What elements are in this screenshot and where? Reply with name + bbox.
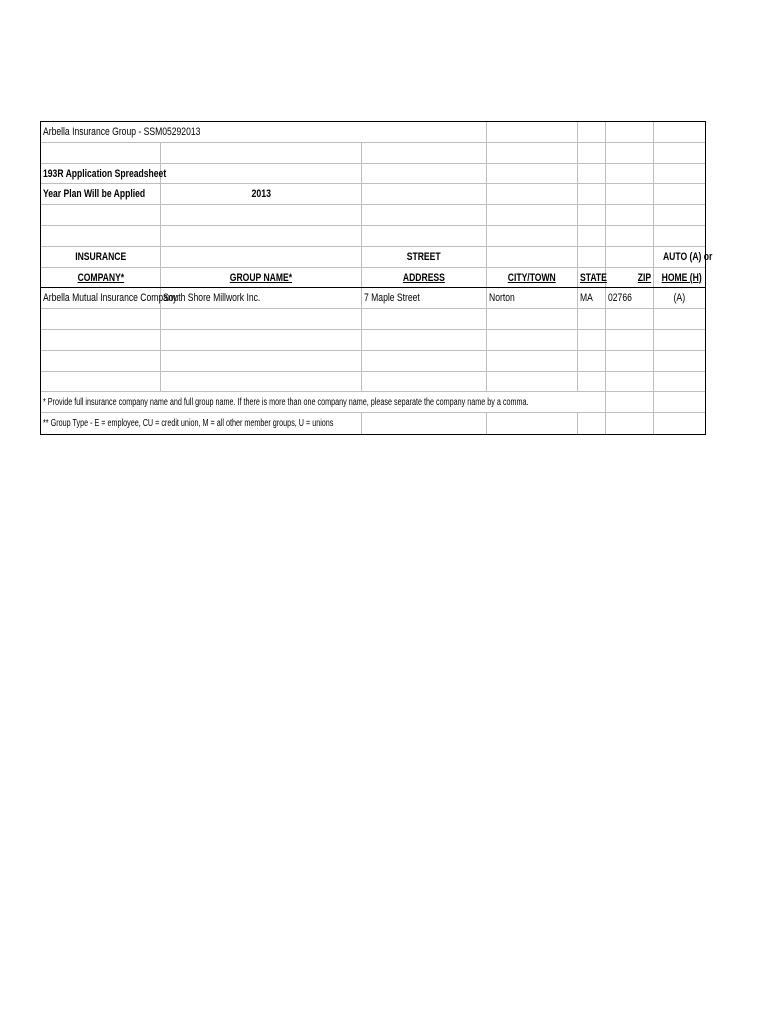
cell[interactable] <box>41 268 161 288</box>
header-group-name: GROUP NAME* <box>229 271 293 284</box>
sheet-row <box>41 164 705 185</box>
sheet-row <box>41 184 705 205</box>
footnote-group-type: ** Group Type - E = employee, CU = credit union, M = all other member groups, U = unions <box>43 418 334 430</box>
cell[interactable] <box>578 164 606 184</box>
cell[interactable] <box>606 247 654 267</box>
cell[interactable] <box>41 392 578 412</box>
cell[interactable] <box>654 184 705 204</box>
cell[interactable] <box>41 164 167 184</box>
cell[interactable] <box>487 164 578 184</box>
header-auto-top: AUTO (A) or <box>662 250 713 263</box>
cell[interactable] <box>654 226 705 246</box>
table-row <box>41 288 705 309</box>
cell[interactable] <box>41 205 161 225</box>
sheet-row <box>41 247 713 268</box>
cell[interactable] <box>362 164 487 184</box>
cell[interactable] <box>606 288 654 308</box>
cell[interactable] <box>606 309 654 329</box>
cell[interactable] <box>487 143 578 163</box>
table-row <box>41 351 705 372</box>
cell[interactable] <box>41 226 161 246</box>
cell[interactable] <box>362 309 487 329</box>
cell[interactable] <box>487 122 578 142</box>
cell[interactable] <box>578 205 606 225</box>
cell[interactable] <box>654 413 705 434</box>
sheet-row <box>41 205 705 226</box>
cell[interactable] <box>654 309 705 329</box>
sheet-row <box>41 268 705 289</box>
type-value: (A) <box>673 292 686 305</box>
group-value: South Shore Millwork Inc. <box>163 292 261 305</box>
sheet-row <box>41 143 705 164</box>
cell[interactable] <box>362 351 487 371</box>
cell[interactable] <box>161 143 362 163</box>
cell[interactable] <box>362 288 487 308</box>
header-auto-bottom: HOME (H) <box>661 271 702 284</box>
table-row <box>41 330 705 351</box>
footnote-company: * Provide full insurance company name and full group name. If there is more than one company name, please separate the company name by a comma. <box>43 397 529 409</box>
header-city: CITY/TOWN <box>508 271 556 284</box>
cell[interactable] <box>606 351 654 371</box>
cell[interactable] <box>606 226 654 246</box>
header-street-top: STREET <box>407 250 441 263</box>
cell[interactable] <box>161 184 362 204</box>
table-row <box>41 309 705 330</box>
cell[interactable] <box>487 268 578 288</box>
header-insurance-top: INSURANCE <box>74 250 127 263</box>
cell[interactable] <box>487 309 578 329</box>
sheet-row <box>41 226 705 247</box>
cell[interactable] <box>487 413 578 434</box>
cell[interactable] <box>161 309 362 329</box>
cell[interactable] <box>578 392 606 412</box>
cell[interactable] <box>487 247 578 267</box>
cell[interactable] <box>578 330 606 350</box>
cell[interactable] <box>41 143 161 163</box>
cell[interactable] <box>578 184 606 204</box>
cell[interactable] <box>654 330 705 350</box>
cell[interactable] <box>161 226 362 246</box>
cell[interactable] <box>654 247 713 267</box>
cell[interactable] <box>362 226 487 246</box>
cell[interactable] <box>161 205 362 225</box>
cell[interactable] <box>654 392 705 412</box>
spreadsheet <box>40 121 713 435</box>
cell[interactable] <box>161 351 362 371</box>
cell[interactable] <box>41 330 161 350</box>
cell[interactable] <box>362 330 487 350</box>
cell[interactable] <box>606 372 654 392</box>
cell[interactable] <box>41 247 161 267</box>
cell[interactable] <box>362 122 487 142</box>
cell[interactable] <box>41 372 161 392</box>
cell[interactable] <box>487 330 578 350</box>
cell[interactable] <box>654 122 705 142</box>
year-value: 2013 <box>251 188 271 201</box>
year-label: Year Plan Will be Applied <box>43 188 146 201</box>
cell[interactable] <box>606 122 654 142</box>
cell[interactable] <box>41 184 161 204</box>
cell[interactable] <box>362 143 487 163</box>
cell[interactable] <box>578 351 606 371</box>
zip-value: 02766 <box>608 292 632 305</box>
cell[interactable] <box>606 164 654 184</box>
cell[interactable] <box>41 288 178 308</box>
cell[interactable] <box>606 184 654 204</box>
cell[interactable] <box>654 205 705 225</box>
cell[interactable] <box>654 164 705 184</box>
cell[interactable] <box>578 226 606 246</box>
cell[interactable] <box>578 288 606 308</box>
cell[interactable] <box>161 288 362 308</box>
city-value: Norton <box>489 292 515 305</box>
cell[interactable] <box>606 143 654 163</box>
cell[interactable] <box>578 309 606 329</box>
cell[interactable] <box>606 268 654 288</box>
address-value: 7 Maple Street <box>364 292 420 305</box>
header-zip: ZIP <box>637 271 651 284</box>
cell[interactable] <box>161 164 362 184</box>
cell[interactable] <box>41 413 362 434</box>
cell[interactable] <box>362 372 487 392</box>
header-insurance-bottom: COMPANY* <box>77 271 124 284</box>
sheet-row <box>41 122 705 143</box>
cell[interactable] <box>578 268 606 288</box>
cell[interactable] <box>654 288 705 308</box>
cell[interactable] <box>606 392 654 412</box>
cell[interactable] <box>578 372 606 392</box>
cell[interactable] <box>161 247 362 267</box>
cell[interactable] <box>578 247 606 267</box>
cell[interactable] <box>578 143 606 163</box>
cell[interactable] <box>362 205 487 225</box>
cell[interactable] <box>487 205 578 225</box>
header-state: STATE <box>580 271 607 284</box>
cell[interactable] <box>578 122 606 142</box>
cell[interactable] <box>606 205 654 225</box>
cell[interactable] <box>362 184 487 204</box>
cell[interactable] <box>161 372 362 392</box>
sheet-row <box>41 413 705 434</box>
cell[interactable] <box>654 143 705 163</box>
cell[interactable] <box>41 122 362 142</box>
cell[interactable] <box>161 268 362 288</box>
cell[interactable] <box>41 351 161 371</box>
state-value: MA <box>580 292 593 305</box>
cell[interactable] <box>362 413 487 434</box>
cell[interactable] <box>654 372 705 392</box>
cell[interactable] <box>606 413 654 434</box>
cell[interactable] <box>487 226 578 246</box>
cell[interactable] <box>578 413 606 434</box>
cell[interactable] <box>487 351 578 371</box>
cell[interactable] <box>362 247 487 267</box>
cell[interactable] <box>487 372 578 392</box>
sheet-title: Arbella Insurance Group - SSM05292013 <box>43 126 201 138</box>
table-row <box>41 372 705 393</box>
company-value: Arbella Mutual Insurance Company <box>43 292 178 305</box>
sheet-row <box>41 392 705 413</box>
cell[interactable] <box>654 268 705 288</box>
cell[interactable] <box>487 288 578 308</box>
spreadsheet-title: 193R Application Spreadsheet <box>43 167 167 180</box>
cell[interactable] <box>41 309 161 329</box>
header-street-bottom: ADDRESS <box>403 271 445 284</box>
cell[interactable] <box>362 268 487 288</box>
cell[interactable] <box>654 351 705 371</box>
cell[interactable] <box>606 330 654 350</box>
cell[interactable] <box>161 330 362 350</box>
cell[interactable] <box>487 184 578 204</box>
